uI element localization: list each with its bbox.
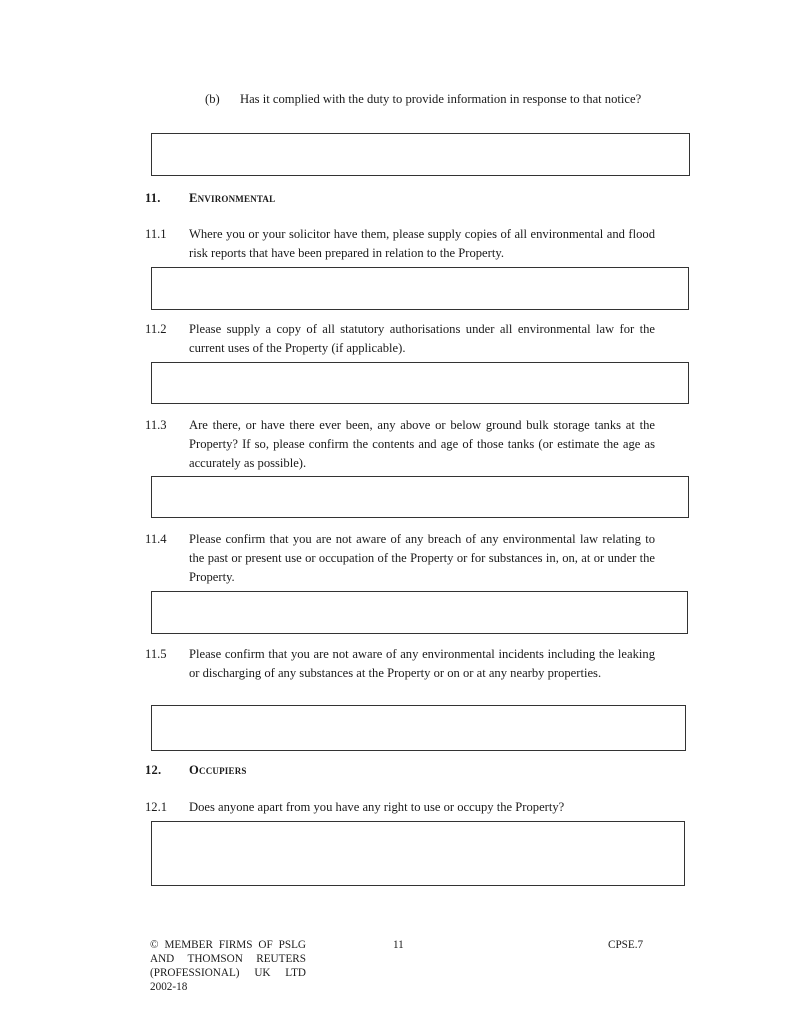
section-title-occupiers: Occupiers bbox=[189, 763, 247, 777]
question-number-12-1: 12.1 bbox=[145, 800, 168, 814]
footer-copyright bbox=[150, 938, 306, 994]
question-number-11-5: 11.5 bbox=[145, 647, 167, 661]
footer-copyright-line: 2002-18 bbox=[150, 981, 188, 993]
question-text-11-1: Where you or your solicitor have them, please supply copies of all environmental and flood risk reports that have been prepared in relation to the Property. bbox=[189, 227, 655, 260]
answer-box-11-4[interactable] bbox=[151, 591, 688, 634]
footer-copyright-line: AND THOMSON REUTERS bbox=[150, 953, 306, 965]
question-text-11-3: Are there, or have there ever been, any above or below ground bulk storage tanks at the Property? If so, please confirm the contents and age of those tanks (or estimate the age as accurately as possible). bbox=[189, 418, 655, 470]
question-number-11-4: 11.4 bbox=[145, 532, 167, 546]
answer-box-12-1[interactable] bbox=[151, 821, 685, 886]
section-number-11: 11. bbox=[145, 191, 161, 205]
question-text-11-4: Please confirm that you are not aware of any breach of any environmental law relating to the past or present use or occupation of the Property or for substances in, on, at or under the Property. bbox=[189, 532, 655, 584]
footer-copyright-line: (PROFESSIONAL) UK LTD bbox=[150, 967, 306, 979]
section-title-environmental: Environmental bbox=[189, 191, 276, 205]
question-text-12-1: Does anyone apart from you have any right to use or occupy the Property? bbox=[189, 800, 565, 814]
question-text-11-2: Please supply a copy of all statutory authorisations under all environmental law for the current uses of the Property (if applicable). bbox=[189, 322, 655, 355]
page-number: 11 bbox=[393, 939, 404, 951]
form-code: CPSE.7 bbox=[608, 939, 644, 951]
answer-box-b[interactable] bbox=[151, 133, 690, 176]
question-text-11-5: Please confirm that you are not aware of any environmental incidents including the leaking or discharging of any substances at the Property or on or at any nearby properties. bbox=[189, 647, 655, 680]
answer-box-11-2[interactable] bbox=[151, 362, 689, 404]
answer-box-11-5[interactable] bbox=[151, 705, 686, 751]
section-number-12: 12. bbox=[145, 763, 162, 777]
answer-box-11-1[interactable] bbox=[151, 267, 689, 310]
question-number-11-2: 11.2 bbox=[145, 322, 167, 336]
item-text-b: Has it complied with the duty to provide information in response to that notice? bbox=[240, 92, 642, 106]
footer-copyright-line: © MEMBER FIRMS OF PSLG bbox=[150, 939, 306, 951]
answer-box-11-3[interactable] bbox=[151, 476, 689, 518]
question-number-11-1: 11.1 bbox=[145, 227, 167, 241]
item-label-b: (b) bbox=[205, 92, 220, 106]
question-number-11-3: 11.3 bbox=[145, 418, 167, 432]
